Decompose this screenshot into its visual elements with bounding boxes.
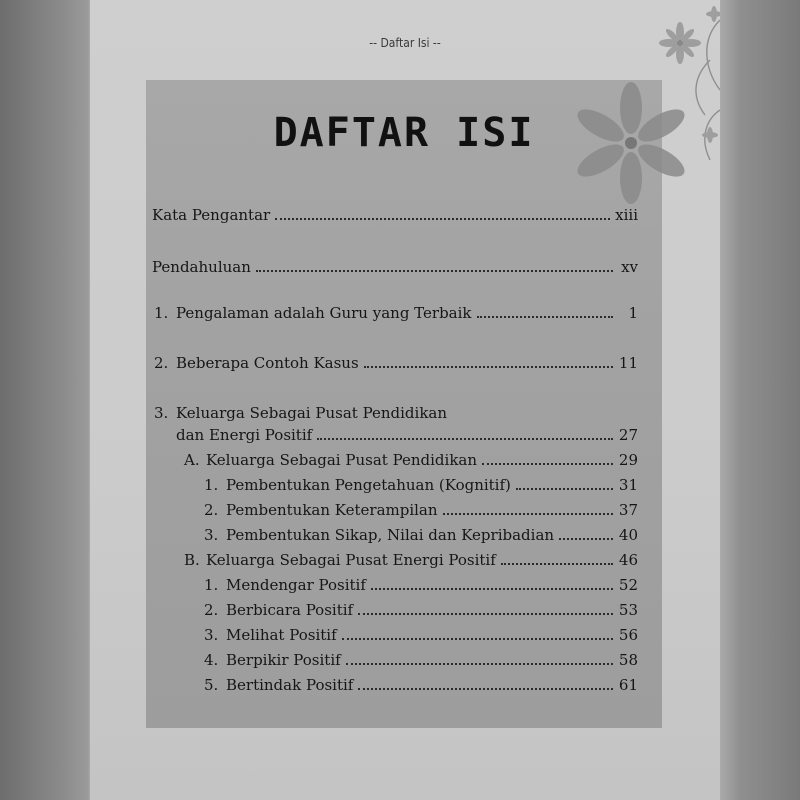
entry-label: Pengalaman adalah Guru yang Terbaik — [176, 304, 472, 322]
leader-dots — [317, 437, 613, 440]
entry-label: Pembentukan Keterampilan — [226, 501, 438, 519]
entry-page: 27 — [618, 426, 638, 444]
entry-label: Keluarga Sebagai Pusat Energi Positif — [206, 551, 496, 569]
entry-page: 46 — [618, 551, 638, 569]
entry-number: 2. — [154, 354, 169, 372]
entry-label: Keluarga Sebagai Pusat Pendidikan — [206, 451, 478, 469]
leader-dots — [477, 315, 613, 318]
entry-label: Pendahuluan — [152, 258, 251, 276]
toc-entry — [152, 206, 638, 224]
toc-entry — [204, 476, 638, 494]
toc-entry — [204, 576, 638, 594]
leader-dots — [256, 269, 613, 272]
leader-dots — [364, 365, 613, 368]
toc-entry — [204, 651, 638, 669]
toc-entry — [154, 304, 638, 322]
leader-dots — [501, 562, 613, 565]
toc-entry — [154, 354, 638, 372]
entry-page: 52 — [618, 576, 638, 594]
entry-label: Berpikir Positif — [226, 651, 341, 669]
entry-page: 58 — [618, 651, 638, 669]
entry-number: 3. — [204, 526, 219, 544]
entry-number: 1. — [204, 576, 219, 594]
entry-page: 53 — [618, 601, 638, 619]
entry-number: 1. — [154, 304, 169, 322]
leader-dots — [371, 587, 613, 590]
entry-label: Keluarga Sebagai Pusat Pendidikan — [176, 404, 448, 422]
entry-label: Pembentukan Sikap, Nilai dan Kepribadian — [226, 526, 555, 544]
entry-page: xv — [621, 258, 638, 276]
toc-entry — [176, 426, 638, 444]
entry-label: Kata Pengantar — [152, 206, 271, 224]
entry-label: Mendengar Positif — [226, 576, 366, 594]
entry-label: Melihat Positif — [226, 626, 337, 644]
toc-entry — [204, 526, 638, 544]
toc-entry — [152, 258, 638, 276]
entry-page: 31 — [618, 476, 638, 494]
entry-page: 56 — [618, 626, 638, 644]
entry-number: 2. — [204, 501, 219, 519]
leader-dots — [559, 537, 613, 540]
leader-dots — [358, 612, 613, 615]
entry-page: 1 — [628, 304, 638, 322]
leader-dots — [482, 462, 613, 465]
leader-dots — [358, 687, 613, 690]
toc-entry — [184, 451, 638, 469]
toc-entry — [184, 551, 638, 569]
leader-dots — [443, 512, 613, 515]
entry-number: A. — [184, 451, 200, 469]
entry-page: 40 — [618, 526, 638, 544]
toc-entry — [204, 501, 638, 519]
leader-dots — [346, 662, 613, 665]
toc-title: DAFTAR ISI — [273, 110, 535, 156]
entry-label: Berbicara Positif — [226, 601, 354, 619]
entry-number: 3. — [154, 404, 169, 422]
leader-dots — [275, 217, 610, 220]
leader-dots — [342, 637, 613, 640]
entry-page: 11 — [618, 354, 638, 372]
entry-number: 4. — [204, 651, 219, 669]
toc-entry — [204, 626, 638, 644]
leader-dots — [516, 487, 613, 490]
entry-number: 2. — [204, 601, 219, 619]
entry-number: 1. — [204, 476, 219, 494]
entry-page: 37 — [618, 501, 638, 519]
entry-page: 61 — [618, 676, 638, 694]
toc-entry — [204, 601, 638, 619]
entry-page: xiii — [615, 206, 638, 224]
entry-label: Pembentukan Pengetahuan (Kognitif) — [226, 476, 511, 494]
toc-entry — [204, 676, 638, 694]
entry-number: 3. — [204, 626, 219, 644]
entry-label: dan Energi Positif — [176, 426, 313, 444]
entry-number: B. — [184, 551, 200, 569]
flower-ornament-icon — [566, 78, 696, 208]
book-page — [90, 0, 720, 800]
toc-entry-line1 — [154, 404, 447, 422]
entry-page: 29 — [618, 451, 638, 469]
entry-label: Beberapa Contoh Kasus — [176, 354, 359, 372]
entry-number: 5. — [204, 676, 219, 694]
entry-label: Bertindak Positif — [226, 676, 354, 694]
running-head: -- Daftar Isi -- — [369, 36, 441, 50]
